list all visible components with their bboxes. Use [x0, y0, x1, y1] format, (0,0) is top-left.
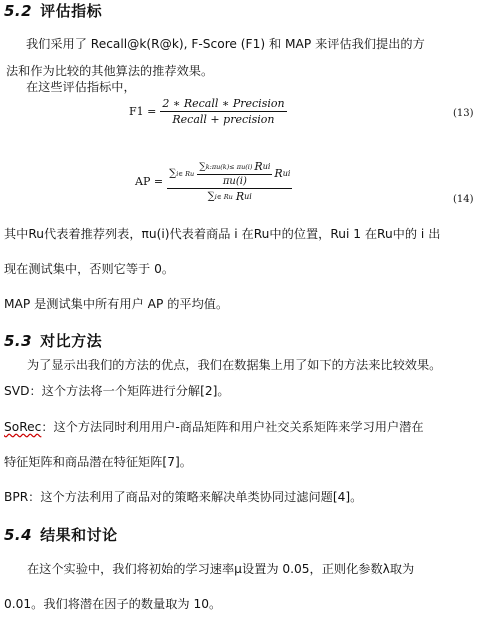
section-number: 5.3: [4, 332, 33, 350]
sum-subscript: k:πu(k)≤ πu(i): [205, 162, 253, 171]
method-name: SoRec: [4, 420, 42, 434]
section-heading-5-3: [4, 330, 102, 351]
section-title: 评估指标: [40, 2, 103, 20]
fraction-denominator: πu(i): [222, 176, 247, 187]
sum-symbol: ∑: [199, 161, 206, 172]
section-title: 结果和讨论: [40, 526, 118, 544]
paragraph-line: 特征矩阵和商品潜在特征矩阵[7]。: [4, 455, 192, 469]
fraction-bar: [197, 174, 272, 175]
fraction-numerator: [197, 160, 272, 173]
list-item-sorec: [4, 419, 424, 435]
variable-subscript: ui: [262, 162, 271, 171]
sum-symbol: ∑: [169, 168, 177, 179]
section-heading-5-2: [4, 0, 102, 21]
sum-subscript: i∈ Ru: [214, 192, 233, 201]
fraction-numerator: [167, 160, 292, 187]
equation-number: (14): [453, 194, 474, 205]
variable-r: R: [254, 160, 263, 173]
paragraph-line: 为了显示出我们的方法的优点，我们在数据集上用了如下的方法来比较效果。: [27, 358, 442, 372]
paragraph-line: 现在测试集中，否则它等于 0。: [4, 262, 175, 276]
variable-subscript: ui: [282, 169, 291, 178]
equation-number: (13): [453, 108, 474, 119]
fraction-denominator: [208, 190, 252, 203]
fraction: [160, 97, 286, 126]
paragraph-line: 0.01。我们将潜在因子的数量取为 10。: [4, 597, 222, 611]
paragraph-line: 其中Ru代表着推荐列表，πu(i)代表着商品 i 在Ru中的位置，Rui 1 在Ru中的 i 出: [4, 227, 441, 241]
variable-r: R: [235, 190, 245, 203]
list-item-bpr: BPR：这个方法利用了商品对的策略来解决单类协同过滤问题[4]。: [4, 490, 363, 504]
section-number: 5.2: [4, 2, 33, 20]
paragraph-line: MAP 是测试集中所有用户 AP 的平均值。: [4, 297, 229, 311]
paragraph-line: 我们采用了 Recall@k(R@k), F-Score (F1) 和 MAP 来评估我们提出的方: [26, 37, 425, 51]
fraction-bar: [167, 188, 292, 189]
section-number: 5.4: [4, 526, 33, 544]
fraction-denominator: Recall + precision: [172, 113, 275, 126]
fraction-numerator: 2 ∗ Recall ∗ Precision: [162, 97, 285, 110]
section-title: 对比方法: [40, 332, 103, 350]
list-item-svd: SVD：这个方法将一个矩阵进行分解[2]。: [4, 384, 230, 398]
method-description: ：这个方法同时利用用户-商品矩阵和用户社交关系矩阵来学习用户潜在: [41, 420, 424, 434]
sum-subscript: i∈ Ru: [176, 169, 195, 178]
variable-subscript: ui: [244, 192, 252, 201]
paragraph-line: 在这些评估指标中，: [26, 80, 136, 94]
sum-symbol: ∑: [207, 191, 215, 202]
paragraph-line: 法和作为比较的其他算法的推荐效果。: [6, 64, 214, 78]
section-heading-5-4: [4, 524, 118, 545]
paragraph-line: 在这个实验中，我们将初始的学习速率μ设置为 0.05，正则化参数λ取为: [27, 562, 415, 576]
equation-ap: [135, 160, 292, 203]
fraction-inner: [197, 160, 272, 187]
equation-f1: [129, 97, 287, 126]
fraction-bar: [160, 111, 286, 112]
equation-lhs: F1 =: [129, 105, 157, 118]
variable-r: R: [274, 167, 283, 180]
equation-lhs: AP =: [135, 175, 164, 188]
fraction-outer: [167, 160, 292, 203]
